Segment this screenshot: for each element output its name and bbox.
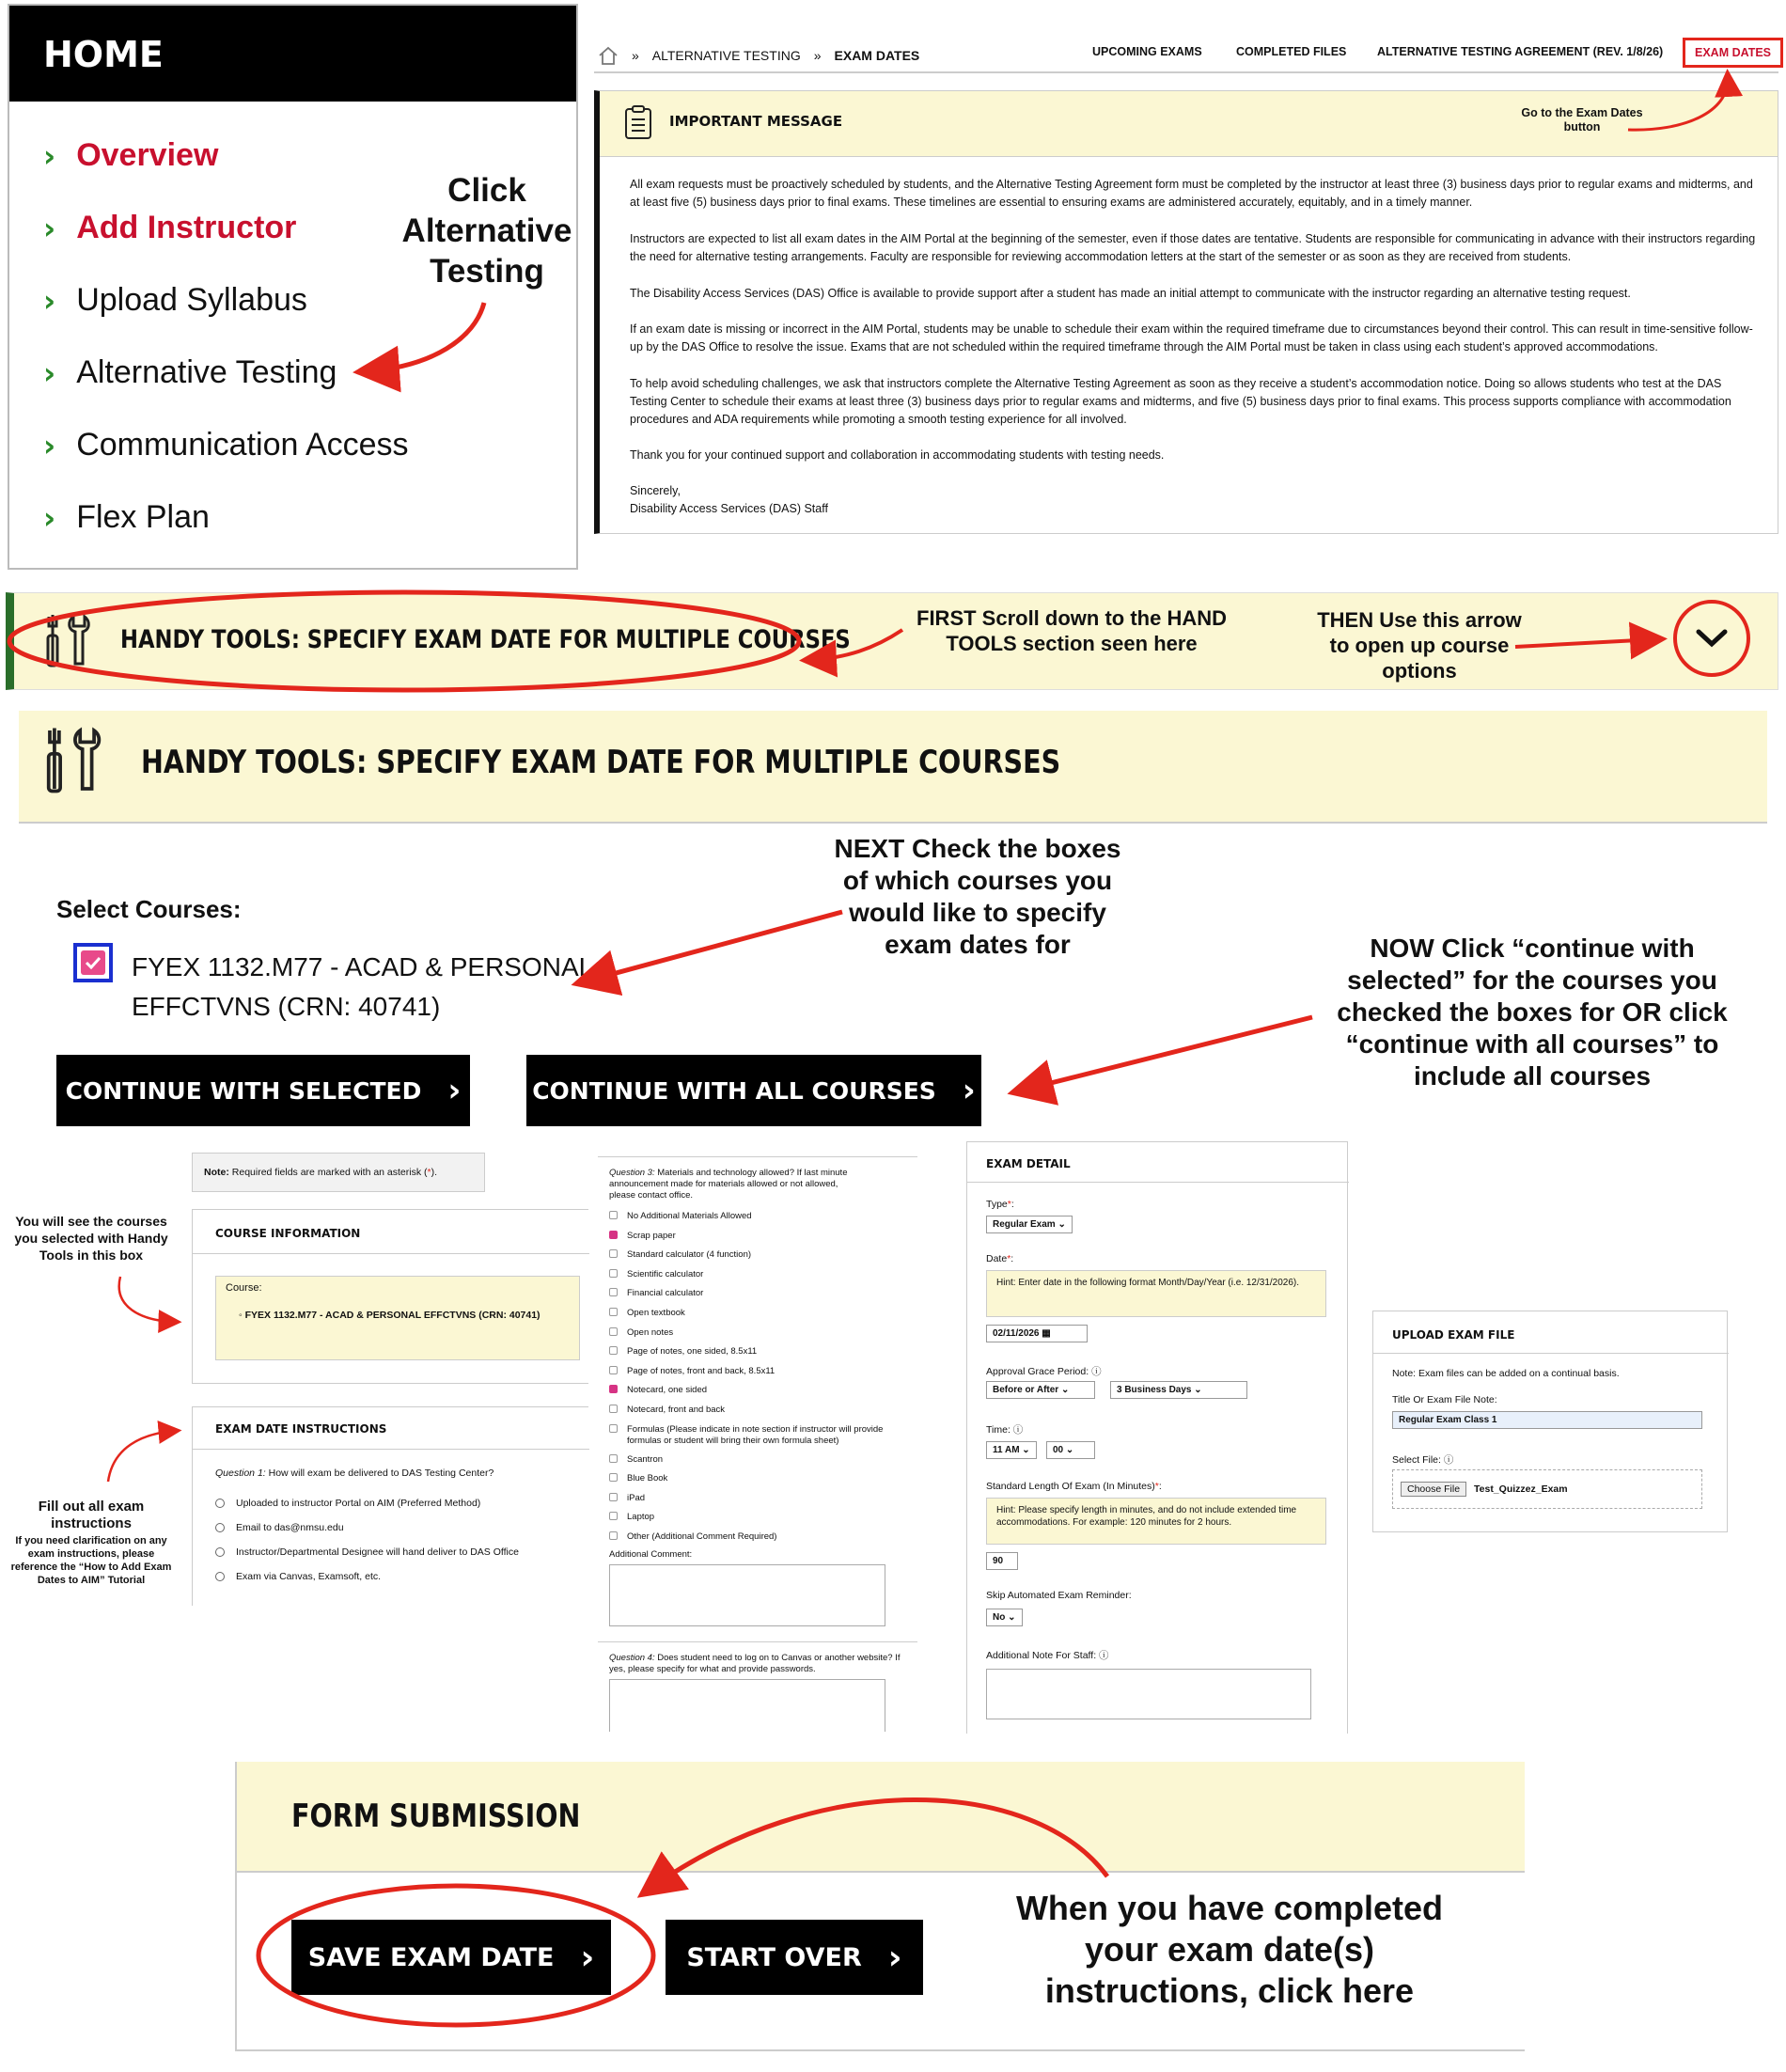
selected-course: ◦ FYEX 1132.M77 - ACAD & PERSONAL EFFCTVNS (CRN: 40741) bbox=[239, 1310, 540, 1321]
choose-file-button[interactable]: Choose File bbox=[1401, 1482, 1466, 1497]
calendar-icon[interactable]: ▦ bbox=[1042, 1328, 1051, 1339]
nav-add-instructor[interactable]: › Add Instructor bbox=[43, 210, 297, 246]
nav-alternative-testing[interactable]: › Alternative Testing bbox=[43, 354, 337, 391]
breadcrumb-separator: » bbox=[632, 48, 639, 63]
arrow-exam-dates bbox=[1628, 77, 1728, 130]
course-line: EFFCTVNS (CRN: 40741) bbox=[132, 992, 441, 1021]
staff-note-label: Additional Note For Staff: bbox=[986, 1650, 1097, 1661]
breadcrumb-alt-testing[interactable]: ALTERNATIVE TESTING bbox=[651, 48, 801, 63]
radio-option[interactable]: Email to das@nmsu.edu bbox=[215, 1522, 344, 1533]
nav-flex-plan[interactable]: › Flex Plan bbox=[43, 499, 210, 536]
tab-upcoming-exams[interactable]: UPCOMING EXAMS bbox=[1092, 45, 1202, 58]
course-label: Course: bbox=[226, 1282, 262, 1294]
chevron-right-icon: › bbox=[43, 137, 56, 174]
date-input[interactable]: 02/11/2026 ▦ bbox=[986, 1325, 1088, 1342]
type-select[interactable]: Regular Exam ⌄ bbox=[986, 1216, 1073, 1233]
chevron-right-icon: › bbox=[580, 1938, 595, 1977]
chevron-right-icon: › bbox=[43, 427, 56, 463]
arrow-then-use bbox=[1515, 639, 1656, 647]
nav-upload-syllabus[interactable]: › Upload Syllabus bbox=[43, 282, 307, 319]
annotation-click-alt: Click Alternative Testing bbox=[401, 172, 572, 290]
chevron-right-icon: › bbox=[887, 1938, 902, 1977]
file-note-label: Title Or Exam File Note: bbox=[1392, 1394, 1497, 1405]
arrow-you-will-see bbox=[119, 1277, 175, 1322]
breadcrumb-separator: » bbox=[813, 48, 822, 63]
materials-option[interactable]: Laptop bbox=[609, 1512, 919, 1523]
radio-option[interactable]: Exam via Canvas, Examsoft, etc. bbox=[215, 1571, 381, 1582]
message-paragraph: If an exam date is missing or incorrect in the AIM Portal, students may be unable to schedule their exam within the required timeframe due to circumstances beyond their control. This can result in time-sensitive follow-up by the DAS Office to resolve the issue. Exams that are not scheduled within the required timeframe through the AIM Portal must be taken in class using each student’s approved accommodations. bbox=[630, 322, 1753, 353]
selected-file-name: Test_Quizzez_Exam bbox=[1474, 1483, 1568, 1495]
materials-option[interactable]: Formulas (Please indicate in note section if instructor will provide formulas or student will bring their own formula sheet) bbox=[609, 1424, 919, 1447]
grace-select-direction[interactable]: Before or After ⌄ bbox=[986, 1381, 1095, 1399]
annotation-now-click: NOW Click “continue with selected” for the courses you checked the boxes for OR click “continue with all courses” to include all courses bbox=[1337, 934, 1728, 1091]
button-label: START OVER bbox=[686, 1942, 862, 1972]
annotation-fill-out-title: Fill out all exam instructions bbox=[38, 1499, 145, 1531]
length-hint: Hint: Please specify length in minutes, and do not include extended time accommodations. For example: 120 minutes for 2 hours. bbox=[986, 1498, 1326, 1545]
time-hour-select[interactable]: 11 AM ⌄ bbox=[986, 1441, 1037, 1459]
note-end: ). bbox=[431, 1167, 438, 1178]
message-title: IMPORTANT MESSAGE bbox=[669, 113, 843, 130]
chevron-right-icon: › bbox=[43, 499, 56, 536]
tab-exam-dates[interactable]: EXAM DATES bbox=[1683, 38, 1783, 68]
annotation-you-will-see: You will see the courses you selected with Handy Tools in this box bbox=[14, 1214, 168, 1263]
materials-option[interactable]: Page of notes, one sided, 8.5x11 bbox=[609, 1346, 919, 1358]
time-label: Time: bbox=[986, 1424, 1010, 1436]
arrow-now-click bbox=[1021, 1017, 1312, 1091]
upload-title: UPLOAD EXAM FILE bbox=[1392, 1328, 1515, 1342]
chevron-right-icon: › bbox=[43, 282, 56, 319]
button-label: CONTINUE WITH SELECTED bbox=[65, 1076, 422, 1105]
note-text: Required fields are marked with an asterisk ( bbox=[231, 1167, 428, 1178]
materials-option[interactable]: Financial calculator bbox=[609, 1288, 919, 1299]
arrow-first-scroll bbox=[810, 630, 902, 660]
nav-communication-access[interactable]: › Communication Access bbox=[43, 427, 409, 463]
materials-option[interactable]: Notecard, front and back bbox=[609, 1405, 919, 1416]
materials-option[interactable]: Standard calculator (4 function) bbox=[609, 1249, 919, 1261]
materials-option[interactable]: Page of notes, front and back, 8.5x11 bbox=[609, 1366, 919, 1377]
question-text: How will exam be delivered to DAS Testing Center? bbox=[268, 1468, 494, 1479]
select-courses-label: Select Courses: bbox=[56, 895, 242, 923]
nav-overview[interactable]: › Overview bbox=[43, 137, 219, 174]
chevron-right-icon: › bbox=[962, 1072, 976, 1109]
help-icon: ⓘ bbox=[1091, 1366, 1102, 1377]
chevron-right-icon: › bbox=[43, 210, 56, 246]
message-paragraph: The Disability Access Services (DAS) Office is available to provide support after a student has made an initial attempt to communicate with the instructor regarding an alternative testing request. bbox=[630, 287, 1631, 300]
course-line: FYEX 1132.M77 - ACAD & PERSONAL bbox=[132, 952, 594, 981]
materials-option[interactable]: Open textbook bbox=[609, 1308, 919, 1319]
help-icon: ⓘ bbox=[1443, 1454, 1454, 1466]
home-title: HOME bbox=[9, 6, 576, 102]
time-minute-select[interactable]: 00 ⌄ bbox=[1046, 1441, 1095, 1459]
arrow-alt-testing bbox=[367, 303, 484, 371]
annotation-first-scroll: FIRST Scroll down to the HAND TOOLS section seen here bbox=[916, 606, 1227, 655]
message-paragraph: All exam requests must be proactively scheduled by students, and the Alternative Testing Agreement form must be completed by the instructor at least three (3) business days prior to regular exams and midterms, and at least five (5) business days prior to final exams. These timelines are essential to ensuring exams are administered accurately, equitably, and in a timely manner. bbox=[630, 178, 1753, 209]
annotation-fill-out-body: If you need clarification on any exam instructions, please reference the “How to Add Exam Dates to AIM” Tutorial bbox=[10, 1535, 172, 1586]
materials-option[interactable]: Other (Additional Comment Required) bbox=[609, 1531, 919, 1543]
materials-option[interactable]: Scrap paper bbox=[609, 1231, 919, 1242]
exam-instructions-title: EXAM DATE INSTRUCTIONS bbox=[215, 1422, 387, 1436]
help-icon: ⓘ bbox=[1012, 1424, 1024, 1436]
breadcrumb-exam-dates: EXAM DATES bbox=[834, 48, 920, 63]
arrow-fill-out bbox=[108, 1431, 175, 1482]
tab-completed-files[interactable]: COMPLETED FILES bbox=[1236, 45, 1347, 58]
arrow-next-check bbox=[585, 912, 842, 981]
button-label: SAVE EXAM DATE bbox=[307, 1942, 555, 1972]
message-signature: Disability Access Services (DAS) Staff bbox=[630, 502, 828, 515]
exam-detail-title: EXAM DETAIL bbox=[986, 1157, 1071, 1170]
oval-save-button bbox=[258, 1886, 653, 2025]
annotation-next-check: NEXT Check the boxes of which courses you would like to specify exam dates for bbox=[834, 834, 1121, 959]
help-icon: ⓘ bbox=[1099, 1650, 1109, 1661]
question-label: Question 1: bbox=[215, 1468, 266, 1479]
grace-label: Approval Grace Period: bbox=[986, 1366, 1089, 1377]
radio-option[interactable]: Uploaded to instructor Portal on AIM (Preferred Method) bbox=[215, 1498, 480, 1509]
materials-option[interactable]: iPad bbox=[609, 1493, 919, 1504]
chevron-right-icon: › bbox=[43, 354, 56, 391]
materials-option[interactable]: Scientific calculator bbox=[609, 1269, 919, 1280]
message-paragraph: To help avoid scheduling challenges, we ask that instructors complete the Alternative Testing Agreement as soon as they receive a student’s accommodation notice. Doing so allows students who test at the DAS Testing Center to schedule their exams at least three (3) business days prior to regular exams and midterms, and five (5) business days prior to final exams. This process supports compliance with accommodation procedures and ADA requirements while promoting a smooth testing experience for all involved. bbox=[630, 377, 1731, 426]
grace-select-days[interactable]: 3 Business Days ⌄ bbox=[1110, 1381, 1247, 1399]
oval-handy-tools bbox=[9, 592, 799, 690]
materials-option[interactable]: Blue Book bbox=[609, 1473, 919, 1484]
required-asterisk: * bbox=[427, 1167, 431, 1178]
annotation-then-use: THEN Use this arrow to open up course options bbox=[1317, 608, 1522, 683]
length-label: Standard Length Of Exam (In Minutes) bbox=[986, 1481, 1155, 1492]
materials-option[interactable]: No Additional Materials Allowed bbox=[609, 1211, 919, 1222]
select-file-label: Select File: bbox=[1392, 1454, 1441, 1466]
additional-comment-label: Additional Comment: bbox=[609, 1549, 693, 1560]
annotation-go-exam: Go to the Exam Dates button bbox=[1521, 106, 1643, 133]
handy-tools-title-expanded: HANDY TOOLS: SPECIFY EXAM DATE FOR MULTIPLE COURSES bbox=[141, 744, 1061, 781]
exam-detail-panel: EXAM DETAIL Type*: Regular Exam ⌄ Date*: Hint: Enter date in the following format Month/Day/Year (i.e. 12/31/2026). 02/11/2026 ▦ Approval Grace Period: ⓘ Before or After ⌄ 3 Business Days ⌄ Time: ⓘ 11 AM ⌄ 00 ⌄ Standard Length Of Exam (In Minutes)*: Hint: Please specify length in minutes, and do not include extended time accommodations. For example: 120 minutes for 2 hours. 90 Skip Automated Exam Reminder: No ⌄ Additional Note For Staff: ⓘ bbox=[966, 1141, 1348, 1734]
date-hint: Hint: Enter date in the following format Month/Day/Year (i.e. 12/31/2026). bbox=[986, 1270, 1326, 1317]
message-paragraph: Thank you for your continued support and collaboration in accommodating students with testing needs. bbox=[630, 448, 1165, 462]
reminder-label: Skip Automated Exam Reminder: bbox=[986, 1590, 1132, 1601]
materials-option[interactable]: Scantron bbox=[609, 1454, 919, 1466]
course-info-title: COURSE INFORMATION bbox=[215, 1227, 361, 1240]
date-label: Date bbox=[986, 1253, 1008, 1264]
form-submission-title: FORM SUBMISSION bbox=[291, 1797, 581, 1835]
length-input[interactable]: 90 bbox=[986, 1552, 1018, 1570]
file-note-input[interactable]: Regular Exam Class 1 bbox=[1392, 1411, 1702, 1429]
note-prefix: Note: bbox=[204, 1167, 229, 1178]
chevron-right-icon: › bbox=[447, 1072, 462, 1109]
question-4: Question 4: Does student need to log on to Canvas or another website? If yes, please specify for what and provide passwords. bbox=[609, 1653, 901, 1674]
button-label: CONTINUE WITH ALL COURSES bbox=[532, 1076, 936, 1105]
radio-option[interactable]: Instructor/Departmental Designee will hand deliver to DAS Office bbox=[215, 1546, 519, 1558]
type-label: Type bbox=[986, 1199, 1008, 1210]
materials-option[interactable]: Notecard, one sided bbox=[609, 1385, 919, 1396]
tab-alt-testing-agreement[interactable]: ALTERNATIVE TESTING AGREEMENT (REV. 1/8/26) bbox=[1377, 45, 1664, 58]
handy-tools-title: HANDY TOOLS: SPECIFY EXAM DATE FOR MULTIPLE COURSES bbox=[120, 625, 851, 654]
question-3: Question 3: Materials and technology allowed? If last minute announcement made for materials allowed or not allowed, please contact office. bbox=[609, 1168, 848, 1201]
materials-option[interactable]: Open notes bbox=[609, 1327, 919, 1339]
annotation-when-done: When you have completed your exam date(s) instructions, click here bbox=[1015, 1889, 1444, 2010]
message-paragraph: Instructors are expected to list all exam dates in the AIM Portal at the beginning of the semester, even if those dates are tentative. Students are responsible for communicating in advance with their instructors regarding the need for alternative testing arrangements. Faculty are responsible for reviewing accommodation letters at the start of the semester or as soon as they are received from students. bbox=[630, 232, 1756, 263]
reminder-select[interactable]: No ⌄ bbox=[986, 1609, 1023, 1626]
arrow-when-done bbox=[649, 1799, 1107, 1890]
upload-note: Note: Exam files can be added on a continual basis. bbox=[1392, 1368, 1620, 1379]
message-signoff: Sincerely, bbox=[630, 484, 681, 497]
